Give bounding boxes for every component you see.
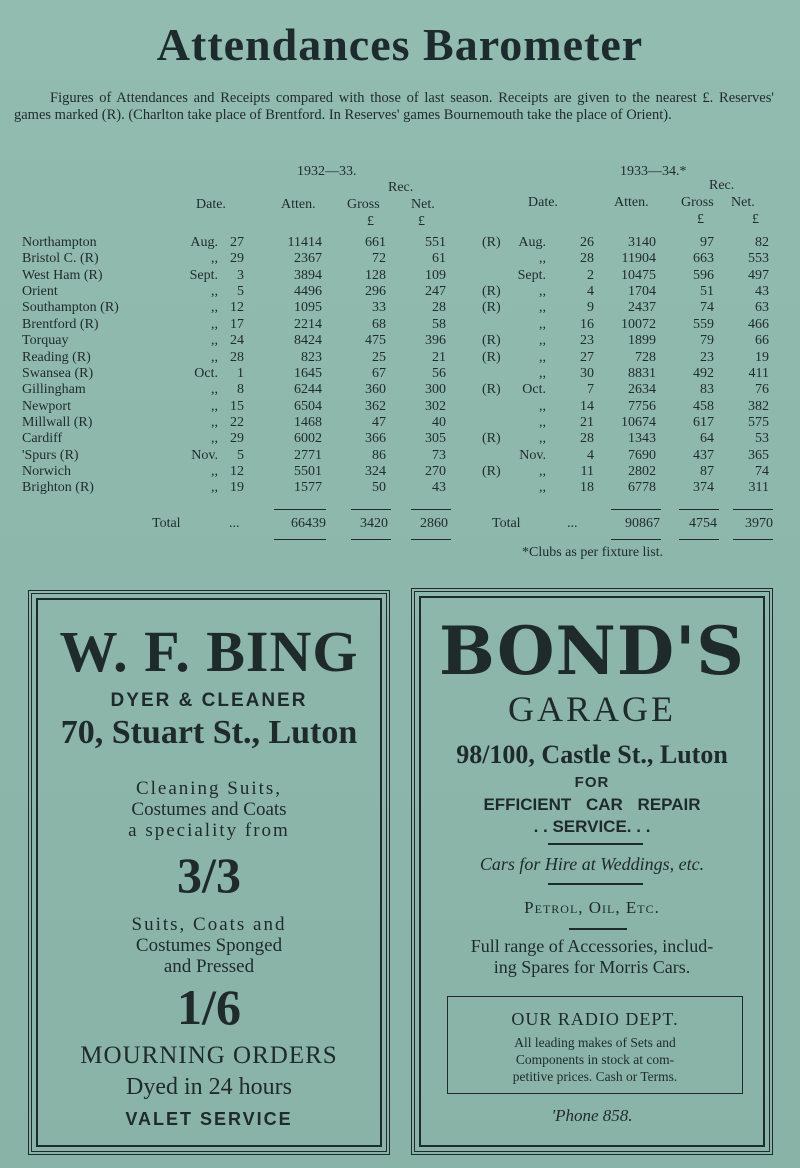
atten-header-1932: Atten. xyxy=(281,197,316,212)
date-day-1933: 18 xyxy=(580,480,594,496)
reserves-mark-1933: (R) xyxy=(482,463,501,479)
date-day-1933: 28 xyxy=(580,251,594,267)
date-month-1933: ,, xyxy=(539,463,546,479)
gross-1933: 97 xyxy=(700,235,714,250)
date-month-1933: ,, xyxy=(539,300,546,316)
club-name: Reading (R) xyxy=(22,349,91,365)
gross-1932: 128 xyxy=(365,267,386,283)
atten-1932: 6002 xyxy=(294,431,322,447)
date-month-1932: Oct. xyxy=(194,365,218,381)
rule-net-1933-top xyxy=(733,509,773,510)
bonds-for: FOR xyxy=(574,774,610,791)
net-header-1933: Net. xyxy=(731,195,755,210)
bing-sponge-2: Costumes Sponged xyxy=(135,935,283,956)
rule-gross-1932-bottom xyxy=(351,539,391,540)
atten-1933: 1704 xyxy=(628,284,656,300)
bonds-hire: Cars for Hire at Weddings, etc. xyxy=(479,854,705,874)
date-month-1933: Oct. xyxy=(522,382,546,398)
date-month-1932: Sept. xyxy=(189,267,218,283)
date-month-1933: ,, xyxy=(539,365,546,381)
date-day-1933: 4 xyxy=(587,447,594,463)
club-name: Northampton xyxy=(22,235,97,250)
date-day-1932: 24 xyxy=(230,333,244,349)
date-header-1932: Date. xyxy=(196,197,226,212)
date-month-1932: ,, xyxy=(211,251,218,267)
date-day-1932: 27 xyxy=(230,235,244,250)
date-month-1932: ,, xyxy=(211,333,218,349)
reserves-mark-1933: (R) xyxy=(482,349,501,365)
club-name: Cardiff xyxy=(22,431,63,447)
gross-1933: 374 xyxy=(693,480,714,496)
net-1933: 82 xyxy=(755,235,769,250)
atten-1932: 1095 xyxy=(294,300,322,316)
gross-1933: 74 xyxy=(700,300,714,316)
date-month-1932: ,, xyxy=(211,300,218,316)
net-1933: 411 xyxy=(748,365,769,381)
net-1933: 76 xyxy=(755,382,769,398)
date-day-1932: 19 xyxy=(230,480,244,496)
atten-1933: 10475 xyxy=(621,267,656,283)
atten-1933: 2634 xyxy=(628,382,656,398)
ad-wf-bing-inner-border xyxy=(36,598,382,1147)
bing-dyed: Dyed in 24 hours xyxy=(126,1074,292,1100)
date-day-1933: 11 xyxy=(580,463,594,479)
gross-1932: 72 xyxy=(372,251,386,267)
gross-1932: 661 xyxy=(365,235,386,250)
date-day-1932: 8 xyxy=(237,382,244,398)
bonds-petrol: Petrol, Oil, Etc. xyxy=(524,898,660,917)
net-1932: 300 xyxy=(425,382,446,398)
net-1932: 40 xyxy=(432,414,446,430)
date-month-1933: ,, xyxy=(539,333,546,349)
date-day-1933: 2 xyxy=(587,267,594,283)
gross-1933: 559 xyxy=(693,316,714,332)
club-name: Bristol C. (R) xyxy=(22,251,99,267)
date-day-1932: 5 xyxy=(237,284,244,300)
date-day-1932: 17 xyxy=(230,316,244,332)
net-1933: 497 xyxy=(748,267,769,283)
bonds-range-2: ing Spares for Morris Cars. xyxy=(493,957,691,977)
atten-1933: 8831 xyxy=(628,365,656,381)
atten-1933: 728 xyxy=(635,349,656,365)
net-1933: 466 xyxy=(748,316,769,332)
gross-1932: 50 xyxy=(372,480,386,496)
rule-gross-1933-top xyxy=(679,509,719,510)
date-month-1933: ,, xyxy=(539,251,546,267)
bonds-radio-title: OUR RADIO DEPT. xyxy=(511,1009,679,1029)
season-1933-label: 1933—34.* xyxy=(620,164,687,179)
date-month-1932: Aug. xyxy=(190,235,218,250)
bonds-address: 98/100, Castle St., Luton xyxy=(456,740,728,769)
net-1932: 58 xyxy=(432,316,446,332)
rule-net-1932-bottom xyxy=(411,539,451,540)
club-name: Torquay xyxy=(22,333,69,349)
atten-1933: 10674 xyxy=(621,414,656,430)
net-1932: 305 xyxy=(425,431,446,447)
reserves-mark-1933: (R) xyxy=(482,235,501,250)
gross-1932: 67 xyxy=(372,365,386,381)
date-day-1932: 1 xyxy=(237,365,244,381)
pound-net-1933: £ xyxy=(752,212,759,227)
net-1932: 56 xyxy=(432,365,446,381)
bing-cleaning-3: a speciality from xyxy=(128,820,290,841)
bonds-radio-box xyxy=(447,996,743,1094)
rule-gross-1933-bottom xyxy=(679,539,719,540)
bonds-divider-3 xyxy=(569,928,627,930)
net-1932: 247 xyxy=(425,284,446,300)
bonds-garage: GARAGE xyxy=(508,689,676,729)
date-month-1932: ,, xyxy=(211,349,218,365)
date-month-1933: ,, xyxy=(539,414,546,430)
gross-1933: 596 xyxy=(693,267,714,283)
date-month-1933: Aug. xyxy=(518,235,546,250)
bing-address: 70, Stuart St., Luton xyxy=(60,714,358,751)
club-name: Newport xyxy=(22,398,71,414)
atten-1932: 6504 xyxy=(294,398,322,414)
bing-trade: DYER & CLEANER xyxy=(110,690,308,711)
bonds-repair-2: . . SERVICE. . . xyxy=(533,817,651,836)
atten-1933: 6778 xyxy=(628,480,656,496)
date-day-1933: 28 xyxy=(580,431,594,447)
club-name: Orient xyxy=(22,284,58,300)
net-1933: 382 xyxy=(748,398,769,414)
bonds-repair-1: EFFICIENT CAR REPAIR xyxy=(483,795,701,814)
rec-label-1932: Rec. xyxy=(388,180,414,195)
ad-wf-bing xyxy=(28,590,390,1155)
date-month-1932: ,, xyxy=(211,480,218,496)
atten-1933: 10072 xyxy=(621,316,656,332)
bing-cleaning-2: Costumes and Coats xyxy=(131,799,287,820)
atten-1933: 7690 xyxy=(628,447,656,463)
pound-net-1932: £ xyxy=(418,214,425,229)
date-month-1933: ,, xyxy=(539,349,546,365)
net-1933: 63 xyxy=(755,300,769,316)
atten-1932: 5501 xyxy=(294,463,322,479)
date-month-1933: ,, xyxy=(539,480,546,496)
reserves-mark-1933: (R) xyxy=(482,300,501,316)
date-header-1933: Date. xyxy=(528,195,558,210)
bing-sponge-1: Suits, Coats and xyxy=(131,914,287,935)
bing-price-2: 1/6 xyxy=(177,979,241,1035)
rule-atten-1933-top xyxy=(611,509,661,510)
net-header-1932: Net. xyxy=(411,197,435,212)
pound-gross-1933: £ xyxy=(697,212,704,227)
net-1933: 53 xyxy=(755,431,769,447)
gross-1932: 360 xyxy=(365,382,386,398)
reserves-mark-1933: (R) xyxy=(482,382,501,398)
rule-net-1932-top xyxy=(411,509,451,510)
date-day-1932: 5 xyxy=(237,447,244,463)
club-name: Brighton (R) xyxy=(22,480,94,496)
rule-atten-1933-bottom xyxy=(611,539,661,540)
ad-bonds-inner-border xyxy=(419,596,765,1147)
bing-valet: VALET SERVICE xyxy=(125,1109,293,1129)
net-1933: 43 xyxy=(755,284,769,300)
bonds-name: BOND'S xyxy=(439,612,745,690)
atten-1933: 2437 xyxy=(628,300,656,316)
intro-paragraph: Figures of Attendances and Receipts compared with those of last season. Receipts are given to the nearest £. Reserves' games marked (R). (Charlton take place of Brentford. In Reserves' games Bournemouth take the place of Orient). xyxy=(14,90,774,123)
atten-1932: 11414 xyxy=(287,235,322,250)
date-day-1933: 14 xyxy=(580,398,594,414)
gross-1932: 296 xyxy=(365,284,386,300)
date-day-1933: 27 xyxy=(580,349,594,365)
gross-1932: 366 xyxy=(365,431,386,447)
date-day-1933: 16 xyxy=(580,316,594,332)
atten-1932: 6244 xyxy=(294,382,322,398)
gross-1932: 324 xyxy=(365,463,386,479)
reserves-mark-1933: (R) xyxy=(482,284,501,300)
bing-price-1: 3/3 xyxy=(177,847,241,903)
date-day-1933: 7 xyxy=(587,382,594,398)
date-day-1932: 29 xyxy=(230,251,244,267)
bing-name: W. F. BING xyxy=(59,619,359,684)
pound-gross-1932: £ xyxy=(367,214,374,229)
date-day-1933: 21 xyxy=(580,414,594,430)
season-1932-label: 1932—33. xyxy=(297,164,357,179)
date-month-1933: ,, xyxy=(539,284,546,300)
bonds-radio-3: petitive prices. Cash or Terms. xyxy=(512,1069,678,1084)
bing-sponge-3: and Pressed xyxy=(163,956,255,977)
net-1933: 311 xyxy=(748,480,769,496)
rule-gross-1932-top xyxy=(351,509,391,510)
club-name: West Ham (R) xyxy=(22,267,103,283)
date-day-1932: 12 xyxy=(230,463,244,479)
gross-1932: 25 xyxy=(372,349,386,365)
reserves-mark-1933: (R) xyxy=(482,431,501,447)
club-name: Swansea (R) xyxy=(22,365,94,381)
net-1932: 270 xyxy=(425,463,446,479)
atten-1932: 1468 xyxy=(294,414,322,430)
total-dots-1932: ... xyxy=(229,516,240,531)
club-name: Gillingham xyxy=(22,382,86,398)
gross-header-1932: Gross xyxy=(347,197,380,212)
atten-1932: 2771 xyxy=(294,447,322,463)
net-1933: 66 xyxy=(755,333,769,349)
date-month-1932: ,, xyxy=(211,431,218,447)
atten-1933: 11904 xyxy=(621,251,656,267)
date-day-1932: 22 xyxy=(230,414,244,430)
rec-label-1933: Rec. xyxy=(709,178,735,193)
gross-1932: 475 xyxy=(365,333,386,349)
gross-1932: 86 xyxy=(372,447,386,463)
club-name: Brentford (R) xyxy=(22,316,99,332)
total-net-1932: 2860 xyxy=(420,516,448,531)
atten-1932: 3894 xyxy=(294,267,322,283)
net-1932: 61 xyxy=(432,251,446,267)
gross-1932: 68 xyxy=(372,316,386,332)
net-1932: 28 xyxy=(432,300,446,316)
atten-1933: 1899 xyxy=(628,333,656,349)
date-day-1932: 29 xyxy=(230,431,244,447)
date-month-1933: Sept. xyxy=(517,267,546,283)
date-day-1932: 28 xyxy=(230,349,244,365)
page-title: Attendances Barometer xyxy=(156,19,644,70)
date-month-1933: Nov. xyxy=(519,447,546,463)
total-net-1933: 3970 xyxy=(745,516,773,531)
total-gross-1933: 4754 xyxy=(689,516,717,531)
net-1933: 575 xyxy=(748,414,769,430)
gross-1932: 362 xyxy=(365,398,386,414)
date-month-1933: ,, xyxy=(539,398,546,414)
atten-1932: 8424 xyxy=(294,333,322,349)
total-label-1933: Total xyxy=(492,516,521,531)
net-1933: 365 xyxy=(748,447,769,463)
bonds-divider-1 xyxy=(548,843,643,845)
net-1932: 302 xyxy=(425,398,446,414)
gross-1933: 64 xyxy=(700,431,714,447)
rule-atten-1932-top xyxy=(274,509,326,510)
gross-1933: 83 xyxy=(700,382,714,398)
atten-1932: 823 xyxy=(301,349,322,365)
date-day-1933: 4 xyxy=(587,284,594,300)
gross-1933: 492 xyxy=(693,365,714,381)
date-month-1932: ,, xyxy=(211,382,218,398)
rule-net-1933-bottom xyxy=(733,539,773,540)
total-atten-1933: 90867 xyxy=(625,516,660,531)
net-1932: 109 xyxy=(425,267,446,283)
net-1932: 21 xyxy=(432,349,446,365)
gross-1933: 437 xyxy=(693,447,714,463)
bonds-range-1: Full range of Accessories, includ- xyxy=(470,936,714,956)
total-atten-1932: 66439 xyxy=(291,516,326,531)
net-1932: 43 xyxy=(432,480,446,496)
atten-1933: 7756 xyxy=(628,398,656,414)
date-day-1932: 12 xyxy=(230,300,244,316)
footnote: *Clubs as per fixture list. xyxy=(522,545,664,560)
gross-1933: 87 xyxy=(700,463,714,479)
bonds-radio-1: All leading makes of Sets and xyxy=(514,1035,676,1050)
date-month-1932: ,, xyxy=(211,398,218,414)
bonds-phone: 'Phone 858. xyxy=(551,1106,633,1125)
net-1932: 73 xyxy=(432,447,446,463)
total-gross-1932: 3420 xyxy=(360,516,388,531)
date-day-1932: 3 xyxy=(237,267,244,283)
atten-1933: 1343 xyxy=(628,431,656,447)
reserves-mark-1933: (R) xyxy=(482,333,501,349)
atten-1933: 3140 xyxy=(628,235,656,250)
date-day-1933: 30 xyxy=(580,365,594,381)
bing-mourning: MOURNING ORDERS xyxy=(80,1042,338,1069)
ad-bonds-garage xyxy=(411,588,773,1155)
atten-1932: 1577 xyxy=(294,480,322,496)
net-1932: 396 xyxy=(425,333,446,349)
club-name: 'Spurs (R) xyxy=(22,447,79,463)
bonds-radio-2: Components in stock at com- xyxy=(515,1052,675,1067)
date-day-1933: 9 xyxy=(587,300,594,316)
net-1933: 19 xyxy=(755,349,769,365)
gross-1933: 458 xyxy=(693,398,714,414)
date-day-1933: 23 xyxy=(580,333,594,349)
atten-1932: 2214 xyxy=(294,316,322,332)
net-1932: 551 xyxy=(425,235,446,250)
atten-1932: 4496 xyxy=(294,284,322,300)
date-month-1932: ,, xyxy=(211,284,218,300)
gross-1933: 23 xyxy=(700,349,714,365)
date-month-1932: ,, xyxy=(211,414,218,430)
net-1933: 553 xyxy=(748,251,769,267)
date-month-1932: Nov. xyxy=(191,447,218,463)
atten-1932: 1645 xyxy=(294,365,322,381)
date-month-1932: ,, xyxy=(211,463,218,479)
club-name: Millwall (R) xyxy=(22,414,93,430)
gross-1932: 47 xyxy=(372,414,386,430)
atten-1932: 2367 xyxy=(294,251,322,267)
bing-cleaning-1: Cleaning Suits, xyxy=(135,778,283,799)
net-1933: 74 xyxy=(755,463,769,479)
gross-1933: 617 xyxy=(693,414,714,430)
gross-1933: 51 xyxy=(700,284,714,300)
total-label-1932: Total xyxy=(152,516,181,531)
total-dots-1933: ... xyxy=(567,516,578,531)
bonds-divider-2 xyxy=(548,883,643,885)
gross-1932: 33 xyxy=(372,300,386,316)
atten-header-1933: Atten. xyxy=(614,195,649,210)
gross-header-1933: Gross xyxy=(681,195,714,210)
rule-atten-1932-bottom xyxy=(274,539,326,540)
club-name: Southampton (R) xyxy=(22,300,119,316)
date-day-1932: 15 xyxy=(230,398,244,414)
gross-1933: 663 xyxy=(693,251,714,267)
date-day-1933: 26 xyxy=(580,235,594,250)
gross-1933: 79 xyxy=(700,333,714,349)
date-month-1933: ,, xyxy=(539,316,546,332)
date-month-1933: ,, xyxy=(539,431,546,447)
date-month-1932: ,, xyxy=(211,316,218,332)
club-name: Norwich xyxy=(22,463,71,479)
atten-1933: 2802 xyxy=(628,463,656,479)
